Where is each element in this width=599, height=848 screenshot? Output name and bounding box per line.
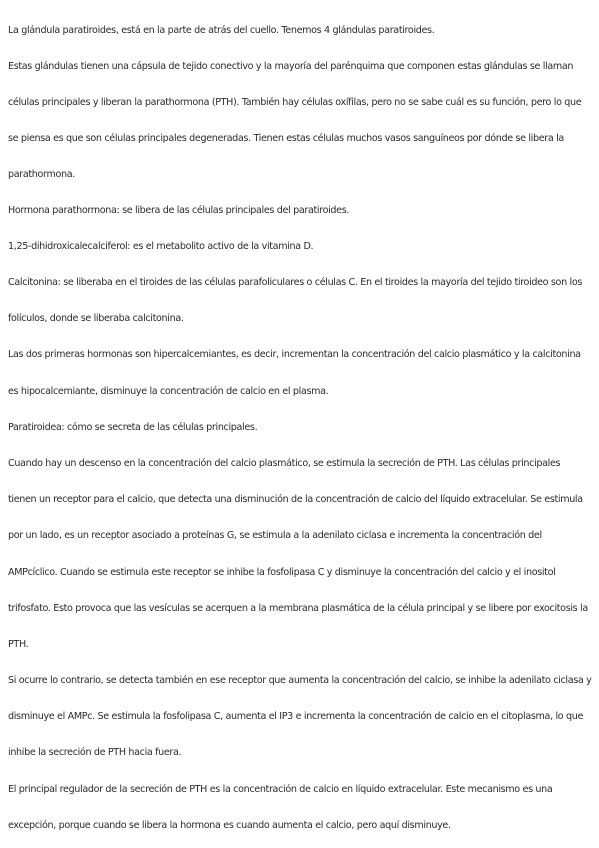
text-line: PTH. [8, 639, 29, 650]
text-line: Las dos primeras hormonas son hipercalcemiantes, es decir, incrementan la concentración del calcio plasmático y la calcitonina [8, 349, 581, 360]
text-line: Hormona parathormona: se libera de las células principales del paratiroides. [8, 205, 350, 216]
text-line: parathormona. [8, 169, 75, 180]
text-line: Paratiroidea: cómo se secreta de las células principales. [8, 422, 258, 433]
text-line: La glándula paratiroides, está en la parte de atrás del cuello. Tenemos 4 glándulas paratiroides. [8, 25, 435, 36]
text-line: células principales y liberan la parathormona (PTH). También hay células oxífilas, pero no se sabe cuál es su función, pero lo que [8, 97, 582, 108]
text-line: por un lado, es un receptor asociado a proteínas G, se estimula a la adenilato ciclasa e incrementa la concentración del [8, 530, 542, 541]
text-line: disminuye el AMPc. Se estimula la fosfolipasa C, aumenta el IP3 e incrementa la concentración de calcio en el citoplasma, lo que [8, 711, 584, 722]
text-line: inhibe la secreción de PTH hacia fuera. [8, 747, 182, 758]
text-line: AMPcíclico. Cuando se estimula este receptor se inhibe la fosfolipasa C y disminuye la concentración del calcio y el inositol [8, 567, 556, 578]
text-line: Si ocurre lo contrario, se detecta también en ese receptor que aumenta la concentración del calcio, se inhibe la adenilato ciclasa y [8, 675, 592, 686]
text-line: Estas glándulas tienen una cápsula de tejido conectivo y la mayoría del parénquima que componen estas glándulas se llaman [8, 61, 574, 72]
text-line: Calcitonina: se liberaba en el tiroides de las células parafoliculares o células C. En el tiroides la mayoría del tejido tiroideo son los [8, 277, 582, 288]
text-line: se piensa es que son células principales degeneradas. Tienen estas células muchos vasos sanguíneos por dónde se libera la [8, 133, 564, 144]
text-line: 1,25-dihidroxicalecalciferol: es el metabolito activo de la vitamina D. [8, 241, 314, 252]
text-line: trifosfato. Esto provoca que las vesículas se acerquen a la membrana plasmática de la célula principal y se libere por exocitosis la [8, 603, 588, 614]
text-line: El principal regulador de la secreción de PTH es la concentración de calcio en líquido extracelular. Este mecanismo es una [8, 784, 553, 795]
text-line: es hipocalcemiante, disminuye la concentración de calcio en el plasma. [8, 386, 329, 397]
text-line: Cuando hay un descenso en la concentración del calcio plasmático, se estimula la secreción de PTH. Las células principales [8, 458, 561, 469]
text-line: folículos, donde se liberaba calcitonina. [8, 313, 184, 324]
text-line: excepción, porque cuando se libera la hormona es cuando aumenta el calcio, pero aquí disminuye. [8, 820, 451, 831]
text-line: tienen un receptor para el calcio, que detecta una disminución de la concentración de calcio del líquido extracelular. Se estimula [8, 494, 583, 505]
